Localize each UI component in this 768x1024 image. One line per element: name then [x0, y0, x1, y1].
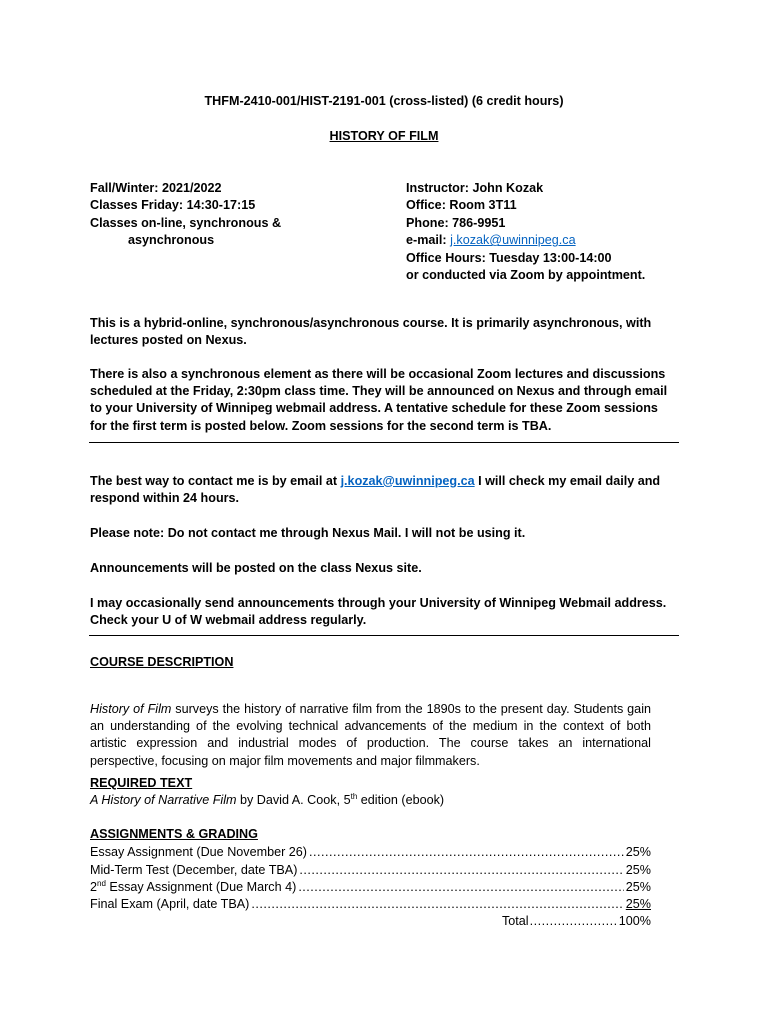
- nexus-mail-note: Please note: Do not contact me through Nexus Mail. I will not be using it.: [90, 525, 526, 540]
- divider: [89, 635, 679, 636]
- intro-paragraph-2: There is also a synchronous element as there will be occasional Zoom lectures and discussions scheduled at the Friday, 2:30pm class time. They will be announced on Nexus and through email to your University of Winnipeg webmail address. A tentative schedule for these Zoom sessions for the first term is posted below. Zoom sessions for the second term is TBA.: [90, 366, 668, 433]
- required-text-book: A History of Narrative Film by David A. Cook, 5th edition (ebook): [90, 791, 445, 807]
- office-hours: Office Hours: Tuesday 13:00-14:00: [406, 250, 612, 265]
- instructor-phone: Phone: 786-9951: [406, 215, 506, 230]
- grade-item-midterm: Mid-Term Test (December, date TBA) ..... 25%: [90, 862, 651, 879]
- contact-email-link[interactable]: j.kozak@uwinnipeg.ca: [340, 473, 475, 488]
- instructor-email-line: [406, 232, 645, 249]
- course-title: HISTORY OF FILM: [329, 129, 439, 143]
- webmail-note: I may occasionally send announcements through your University of Winnipeg Webmail address. Check your U of W webmail address regularly.: [90, 595, 667, 627]
- book-title: A History of Narrative Film: [90, 793, 237, 807]
- instructor-name: Instructor: John Kozak: [406, 181, 544, 195]
- course-info-block: [90, 180, 281, 250]
- course-description-body: History of Film surveys the history of narrative film from the 1890s to the present day. Students gain an understanding of the evolving technical advancements of the medium in the context of both artistic expression and industrial modes of production. The course takes an international perspective, focusing on major film movements and major filmmakers.: [90, 701, 651, 768]
- classes-time: Classes Friday: 14:30-17:15: [90, 198, 256, 213]
- divider: [89, 442, 679, 443]
- grade-total: Total ..... 100%: [502, 913, 651, 930]
- required-text-heading: REQUIRED TEXT: [90, 776, 193, 790]
- course-title-italic: History of Film: [90, 701, 172, 716]
- contact-paragraph: The best way to contact me is by email at j.kozak@uwinnipeg.ca I will check my email daily and respond within 24 hours.: [90, 473, 661, 505]
- classes-mode-cont: asynchronous: [128, 233, 215, 248]
- office-hours-note: or conducted via Zoom by appointment.: [406, 268, 646, 283]
- course-code: THFM-2410-001/HIST-2191-001 (cross-listed) (6 credit hours): [204, 94, 564, 108]
- course-description-heading: COURSE DESCRIPTION: [90, 655, 234, 669]
- instructor-block: [406, 180, 645, 284]
- term: Fall/Winter: 2021/2022: [90, 181, 222, 195]
- classes-mode: Classes on-line, synchronous &: [90, 215, 282, 230]
- instructor-email-link[interactable]: j.kozak@uwinnipeg.ca: [450, 233, 576, 248]
- grade-item-essay-1: Essay Assignment (Due November 26) ..... 25%: [90, 844, 651, 861]
- email-label: e-mail:: [406, 233, 451, 248]
- grading-heading: ASSIGNMENTS & GRADING: [90, 827, 258, 841]
- announcements-note: Announcements will be posted on the class Nexus site.: [90, 560, 422, 575]
- intro-paragraph-1: This is a hybrid-online, synchronous/asynchronous course. It is primarily asynchronous, with lectures posted on Nexus.: [90, 315, 652, 347]
- instructor-office: Office: Room 3T11: [406, 198, 517, 213]
- grade-item-final-exam: Final Exam (April, date TBA) ..... 25%: [90, 896, 651, 913]
- grade-item-essay-2: 2nd Essay Assignment (Due March 4) ..... 25%: [90, 879, 651, 896]
